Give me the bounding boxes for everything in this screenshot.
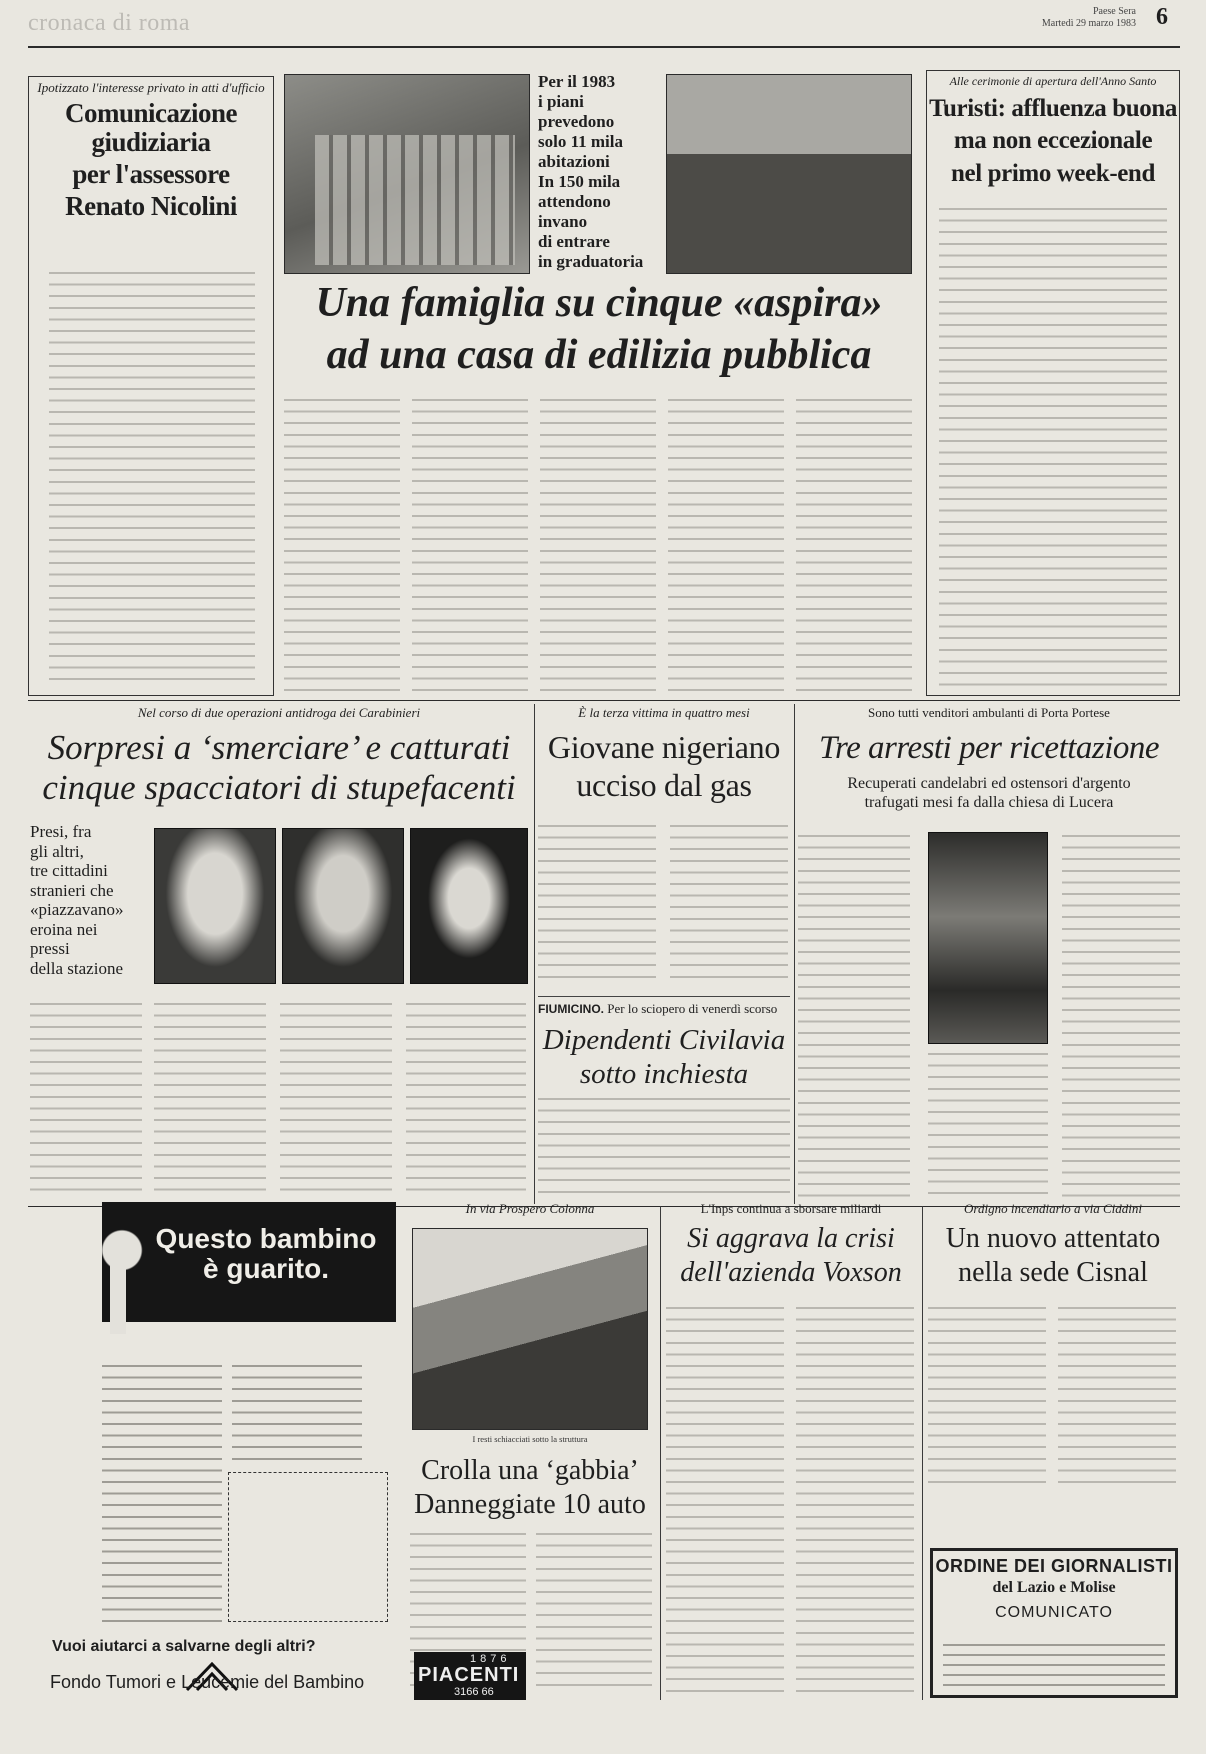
ad-body xyxy=(232,1362,362,1462)
candelabra-photo xyxy=(928,832,1048,1044)
housing-body xyxy=(284,396,914,696)
suspect-photo-1 xyxy=(154,828,276,984)
article-headline: Un nuovo attentato nella sede Cisnal xyxy=(945,1223,1161,1289)
suspect-photo-2 xyxy=(282,828,404,984)
article-headline: Giovane nigeriano ucciso dal gas xyxy=(547,729,781,804)
article-body xyxy=(796,1304,914,1694)
ad-body xyxy=(102,1362,222,1632)
article-headline: Dipendenti Civilavia sotto inchiesta xyxy=(542,1024,786,1090)
article-body xyxy=(798,832,910,1198)
notice-subtitle: del Lazio e Molise xyxy=(992,1578,1116,1596)
article-drugs xyxy=(28,704,530,1204)
article-cisnal xyxy=(926,1200,1180,1490)
header-rule xyxy=(28,46,1180,48)
article-body xyxy=(30,1000,530,1198)
article-headline: Sorpresi a ‘smerciare’ e catturati cinque spacciatori di stupefacenti xyxy=(42,728,516,808)
article-nicolini xyxy=(28,76,274,696)
suspect-photo-3 xyxy=(410,828,528,984)
article-body xyxy=(928,1304,1046,1484)
column-rule xyxy=(660,1206,661,1700)
issue-date: Martedì 29 marzo 1983 xyxy=(1041,18,1136,29)
article-body xyxy=(1062,832,1180,1198)
article-nigerian xyxy=(538,704,790,994)
section-name: cronaca di roma xyxy=(28,10,191,36)
notice-giornalisti xyxy=(930,1548,1178,1698)
drugs-side-text: Presi, fra gli altri, tre cittadini stranieri che «piazzavano» eroina nei pressi della stazione xyxy=(30,822,124,978)
article-kicker: Ipotizzato l'interesse privato in atti d'ufficio xyxy=(37,80,265,95)
piacenti-year: 1876 xyxy=(470,1653,511,1665)
article-body xyxy=(49,269,255,689)
notice-title: ORDINE DEI GIORNALISTI xyxy=(935,1556,1173,1576)
article-kicker: In via Prospero Colonna xyxy=(465,1201,595,1216)
article-body xyxy=(538,1095,790,1201)
article-headline: Si aggrava la crisi dell'azienda Voxson xyxy=(680,1223,902,1289)
paper-name: Paese Sera xyxy=(1092,6,1136,17)
notice-label: COMUNICATO xyxy=(995,1603,1113,1621)
article-body xyxy=(666,1304,784,1694)
protest-photo xyxy=(666,74,912,274)
ad-piacenti xyxy=(414,1652,526,1700)
article-civilavia xyxy=(538,996,790,1204)
article-headline: Comunicazione giudiziaria per l'assessore Renato Nicolini xyxy=(65,98,237,222)
article-colonna xyxy=(406,1200,654,1700)
article-body xyxy=(536,1530,652,1694)
ad-fondo-tumori xyxy=(46,1202,396,1698)
article-kicker: L'Inps continua a sborsare miliardi xyxy=(700,1201,882,1216)
article-kicker: Alle cerimonie di apertura dell'Anno Santo xyxy=(949,74,1157,88)
notice-body xyxy=(943,1641,1165,1691)
column-rule xyxy=(794,704,795,1204)
piacenti-name: PIACENTI xyxy=(418,1664,520,1686)
housing-side-text: Per il 1983 i piani prevedono solo 11 mila abitazioni In 150 mila attendono invano di entrare in graduatoria xyxy=(538,72,644,271)
article-headline: Turisti: affluenza buona ma non eccezionale nel primo week-end xyxy=(929,95,1177,187)
donation-coupon[interactable] xyxy=(228,1472,388,1622)
article-body xyxy=(1058,1304,1176,1484)
article-headline: Tre arresti per ricettazione xyxy=(818,730,1160,767)
article-body xyxy=(939,205,1167,689)
article-body xyxy=(928,1050,1048,1198)
housing-headline: Una famiglia su cinque «aspira» ad una casa di edilizia pubblica xyxy=(315,280,883,378)
article-voxson xyxy=(664,1200,918,1700)
collapse-photo xyxy=(412,1228,648,1430)
article-body xyxy=(538,822,790,982)
page-number: 6 xyxy=(1156,4,1168,30)
ad-org-name: Fondo Tumori e Leucemie del Bambino xyxy=(50,1672,365,1692)
article-subtitle: Recuperati candelabri ed ostensori d'argento trafugati mesi fa dalla chiesa di Lucera xyxy=(847,775,1131,812)
column-rule xyxy=(534,704,535,1204)
row-separator-1 xyxy=(28,700,1180,701)
ad-headline: Questo bambino è guarito. xyxy=(155,1223,377,1284)
article-subtitle: FIUMICINO. Per lo sciopero di venerdì scorso xyxy=(538,1001,778,1016)
article-kicker: Ordigno incendiario a via Ciddini xyxy=(964,1201,1142,1216)
photo-caption: I resti schiacciati sotto la struttura xyxy=(472,1434,588,1444)
article-kicker: È la terza vittima in quattro mesi xyxy=(578,705,750,720)
article-kicker: Sono tutti venditori ambulanti di Porta Portese xyxy=(868,705,1110,720)
housing-photo xyxy=(284,74,530,274)
article-headline: Crolla una ‘gabbia’ Danneggiate 10 auto xyxy=(414,1455,646,1520)
article-tourists xyxy=(926,70,1180,696)
article-kicker: Nel corso di due operazioni antidroga dei Carabinieri xyxy=(137,705,421,720)
piacenti-phone: 3166 66 xyxy=(454,1686,494,1698)
article-arrests xyxy=(798,704,1180,1204)
page-header xyxy=(28,6,1178,46)
column-rule xyxy=(922,1206,923,1700)
ad-appeal: Vuoi aiutarci a salvarne degli altri? xyxy=(52,1638,316,1655)
